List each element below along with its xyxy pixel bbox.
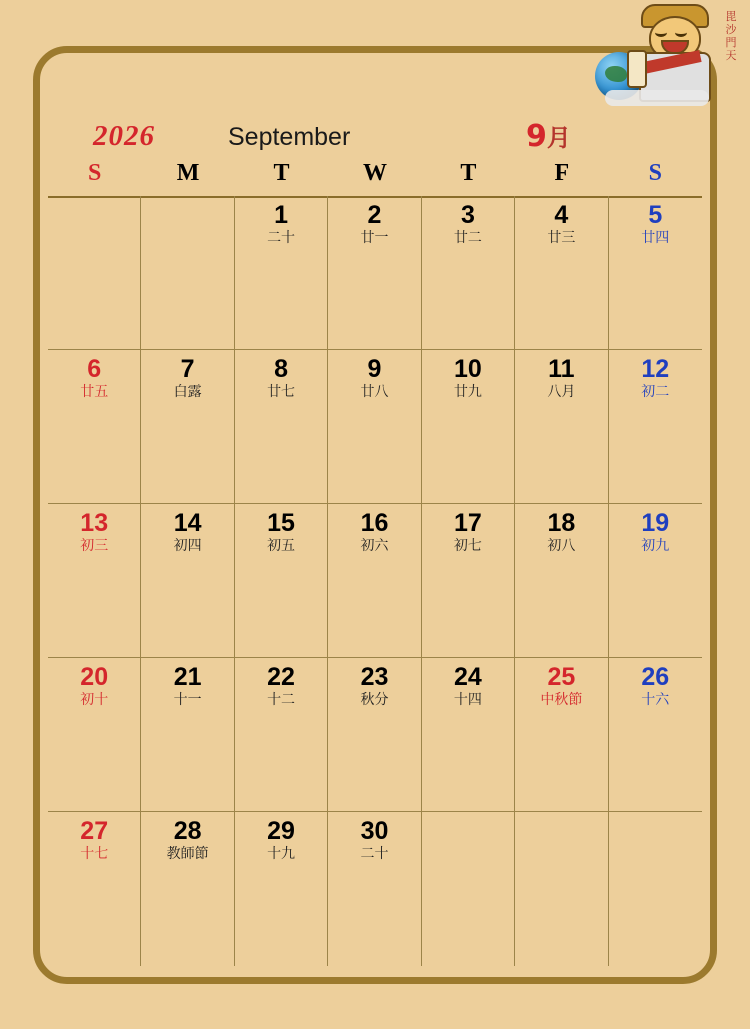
day-cell[interactable] bbox=[609, 658, 702, 812]
brand-label: 毘沙門天 bbox=[725, 10, 737, 62]
day-number: 9 bbox=[367, 355, 382, 383]
lunar-label: 廿二 bbox=[453, 230, 482, 246]
day-number: 12 bbox=[641, 355, 670, 383]
lunar-label: 八月 bbox=[547, 384, 576, 400]
empty-cell bbox=[422, 812, 515, 966]
mascot-logo bbox=[595, 2, 740, 112]
day-cell[interactable] bbox=[48, 504, 141, 658]
day-number: 4 bbox=[554, 201, 569, 229]
month-name-label: September bbox=[228, 123, 351, 151]
day-number: 22 bbox=[267, 663, 295, 691]
lunar-label: 十六 bbox=[641, 692, 670, 708]
day-number: 28 bbox=[173, 817, 202, 845]
weekday-wednesday: W bbox=[362, 160, 387, 186]
day-cell[interactable] bbox=[328, 658, 421, 812]
lunar-label: 廿一 bbox=[360, 230, 389, 246]
day-number: 16 bbox=[360, 509, 389, 537]
day-number: 25 bbox=[547, 663, 576, 691]
day-cell[interactable] bbox=[141, 350, 234, 504]
day-cell[interactable] bbox=[328, 812, 421, 966]
day-number: 2 bbox=[367, 201, 382, 229]
weekday-friday: F bbox=[554, 160, 570, 186]
lunar-label: 廿四 bbox=[641, 230, 670, 246]
month-cn-label bbox=[526, 118, 571, 154]
day-cell[interactable] bbox=[422, 196, 515, 350]
lunar-label: 二十 bbox=[267, 230, 296, 246]
lunar-label: 廿七 bbox=[267, 384, 296, 400]
day-number: 24 bbox=[454, 663, 482, 691]
day-cell[interactable] bbox=[328, 350, 421, 504]
lunar-label: 初二 bbox=[641, 384, 670, 400]
deity-figure-icon bbox=[625, 6, 717, 102]
lunar-label: 中秋節 bbox=[540, 692, 583, 708]
day-cell[interactable] bbox=[235, 196, 328, 350]
day-number: 17 bbox=[454, 509, 482, 537]
lunar-label: 初四 bbox=[173, 538, 202, 554]
day-number: 10 bbox=[454, 355, 482, 383]
weekday-monday: M bbox=[176, 160, 200, 186]
lunar-label: 初七 bbox=[453, 538, 482, 554]
empty-cell bbox=[515, 812, 608, 966]
day-number: 26 bbox=[641, 663, 670, 691]
day-cell[interactable] bbox=[48, 350, 141, 504]
day-cell[interactable] bbox=[515, 504, 608, 658]
empty-cell bbox=[609, 812, 702, 966]
day-cell[interactable] bbox=[235, 504, 328, 658]
lunar-label: 十一 bbox=[173, 692, 202, 708]
eye-right-icon bbox=[675, 28, 687, 37]
lunar-label: 廿五 bbox=[80, 384, 109, 400]
day-cell[interactable] bbox=[141, 658, 234, 812]
day-number: 3 bbox=[460, 201, 475, 229]
day-number: 20 bbox=[80, 663, 109, 691]
lunar-label: 十四 bbox=[453, 692, 482, 708]
day-number: 29 bbox=[267, 817, 295, 845]
day-cell[interactable] bbox=[515, 196, 608, 350]
day-cell[interactable] bbox=[515, 658, 608, 812]
cloud-icon bbox=[605, 90, 709, 106]
day-cell[interactable] bbox=[235, 812, 328, 966]
calendar-grid bbox=[48, 196, 702, 966]
day-cell[interactable] bbox=[422, 350, 515, 504]
lunar-label: 教師節 bbox=[166, 846, 209, 862]
day-cell[interactable] bbox=[328, 504, 421, 658]
day-number: 19 bbox=[641, 509, 670, 537]
day-cell[interactable] bbox=[141, 504, 234, 658]
day-number: 13 bbox=[80, 509, 109, 537]
lunar-label: 廿三 bbox=[547, 230, 576, 246]
lunar-label: 初十 bbox=[80, 692, 109, 708]
weekday-saturday: S bbox=[648, 160, 662, 186]
weekday-sunday: S bbox=[88, 160, 102, 186]
weekday-thursday: T bbox=[460, 160, 477, 186]
day-cell[interactable] bbox=[422, 658, 515, 812]
lunar-label: 廿八 bbox=[360, 384, 389, 400]
day-cell[interactable] bbox=[609, 504, 702, 658]
day-number: 21 bbox=[173, 663, 202, 691]
day-cell[interactable] bbox=[422, 504, 515, 658]
day-cell[interactable] bbox=[515, 350, 608, 504]
day-number: 27 bbox=[80, 817, 109, 845]
eye-left-icon bbox=[655, 28, 667, 37]
lunar-label: 初五 bbox=[267, 538, 296, 554]
lunar-label: 廿九 bbox=[453, 384, 482, 400]
day-number: 23 bbox=[360, 663, 389, 691]
day-number: 11 bbox=[548, 355, 575, 383]
day-cell[interactable] bbox=[609, 350, 702, 504]
day-cell[interactable] bbox=[609, 196, 702, 350]
day-cell[interactable] bbox=[235, 658, 328, 812]
lunar-label: 初三 bbox=[80, 538, 109, 554]
day-cell[interactable] bbox=[235, 350, 328, 504]
empty-cell bbox=[141, 196, 234, 350]
lunar-label: 初六 bbox=[360, 538, 389, 554]
day-cell[interactable] bbox=[328, 196, 421, 350]
day-number: 8 bbox=[274, 355, 289, 383]
day-number: 5 bbox=[648, 201, 663, 229]
calendar-title bbox=[48, 120, 702, 164]
day-number: 15 bbox=[267, 509, 295, 537]
weekday-header bbox=[48, 160, 702, 198]
day-number: 18 bbox=[547, 509, 576, 537]
lunar-label: 二十 bbox=[360, 846, 389, 862]
year-label: 2026 bbox=[93, 120, 155, 152]
weekday-tuesday: T bbox=[273, 160, 290, 186]
month-cn-number: 9 bbox=[526, 119, 547, 154]
lunar-label: 十七 bbox=[80, 846, 109, 862]
empty-cell bbox=[48, 196, 141, 350]
day-number: 7 bbox=[180, 355, 195, 383]
day-number: 14 bbox=[173, 509, 202, 537]
scroll-icon bbox=[627, 50, 647, 88]
lunar-label: 初八 bbox=[547, 538, 576, 554]
day-cell[interactable] bbox=[48, 812, 141, 966]
day-cell[interactable] bbox=[48, 658, 141, 812]
lunar-label: 十二 bbox=[267, 692, 296, 708]
day-cell[interactable] bbox=[141, 812, 234, 966]
lunar-label: 十九 bbox=[267, 846, 296, 862]
lunar-label: 秋分 bbox=[360, 692, 389, 708]
day-number: 6 bbox=[87, 355, 102, 383]
month-cn-character: 月 bbox=[546, 124, 571, 152]
day-number: 1 bbox=[274, 201, 289, 229]
lunar-label: 初九 bbox=[641, 538, 670, 554]
lunar-label: 白露 bbox=[173, 384, 202, 400]
day-number: 30 bbox=[360, 817, 389, 845]
